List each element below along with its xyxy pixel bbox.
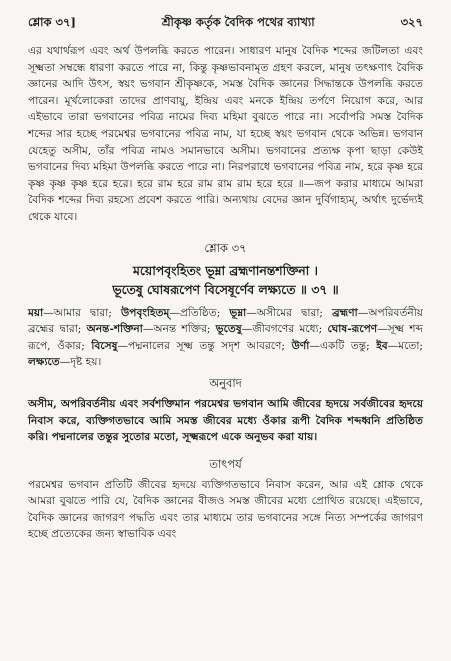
intro-paragraph: এর যথার্থরূপ এবং অর্থ উপলব্ধি করতে পারেন। সাধারণ মানুষ বৈদিক শব্দের জটিলতা এবং সূক্ষ্মতা সম্বন্ধে ধারণা করতে পারে না, কিন্তু কৃষ্ণভাবনামৃত গ্রহণ করলে, মানুষ তৎক্ষণাৎ বৈদিক জ্ঞানের আদি উৎস, স্বয়ং ভগবান শ্রীকৃষ্ণকে, সমস্ত বৈদিক জ্ঞানের সিদ্ধান্তকে উপলব্ধি করতে পারেন। মূর্খলোকেরা তাদের প্রাণবায়ু, ইন্দ্রিয় এবং মনকে ইন্দ্রিয় তর্পণে নিয়োগ করে, আর এইভাবে তারা ভগবানের পবিত্র নামের দিব্য মহিমা বুঝতে পারে না। সর্বোপরি সমস্ত বৈদিক শব্দের সার হচ্ছে পরমেশ্বর ভগবানের পবিত্র নাম, যা হচ্ছে স্বয়ং ভগবান থেকে অভিন্ন। ভগবান যেহেতু অসীম, তাঁর পবিত্র নামও সমানভাবে অসীম। ভগবানের প্রত্যক্ষ কৃপা ছাড়া কেউই ভগবানের দিব্য মহিমা উপলব্ধি করতে পারে না। নিরপরাধে ভগবানের পবিত্র নাম, হরে কৃষ্ণ হরে কৃষ্ণ কৃষ্ণ কৃষ্ণ হরে হরে। হরে রাম হরে রাম রাম রাম হরে হরে ॥—জপ করার মাধ্যমে আমরা বৈদিক শব্দের দিব্য রহস্যে প্রবেশ করতে পারি। অন্যথায় বেদের জ্ঞান দুর্বিগাহ্যম্, অর্থাৎ দুর্ভেদ্যই থেকে যাবে। — [28, 45, 423, 223]
synonyms-paragraph: ময়া—আমার দ্বারা; উপবৃংহিতম্—প্রতিষ্ঠিত; ভূম্না—অসীমের দ্বারা; ব্রহ্মণা—অপরিবর্তনীয় ব্রহ্মের দ্বারা; অনন্ত-শক্তিনা—অনন্ত শক্তির; ভূতেষু—জীবগণের মধ্যে; ঘোষ-রূপেণ—সূক্ষ্ম শব্দ রূপে, ওঁকার; বিসেষু—পদ্মনালের সূক্ষ্ম তন্তু সদৃশ আবরণে; উর্ণা—একটি তন্তু; ইব—মতো; লক্ষ্যতে—দৃষ্ট হয়। — [28, 306, 423, 369]
translation-text: অসীম, অপরিবর্তনীয় এবং সর্বশক্তিমান পরমেশ্বর ভগবান আমি জীবের হৃদয়ে সর্বজীবের হৃদয়ে নিবাস করে, ব্যক্তিগতভাবে আমি সমস্ত জীবের মধ্যে ওঁকার রূপী বৈদিক শব্দধ্বনি প্রতিষ্ঠিত করি। পদ্মনালের তন্তুর সুতোর মতো, সূক্ষ্মরূপে একে অনুভব করা যায়। — [28, 397, 423, 444]
book-page — [28, 14, 423, 543]
verse-line-2: ভূতেষু ঘোষরূপেণ বিসেষূর্ণেব লক্ষ্যতে ॥ ৩৭ ॥ — [112, 281, 339, 297]
synonym-meaning: একটি তন্তু; — [319, 339, 377, 352]
synonym-meaning: আমার দ্বারা; — [53, 306, 122, 319]
translation-heading: অনুবাদ — [209, 375, 242, 390]
verse-heading: শ্লোক ৩৭ — [204, 240, 247, 255]
verse-line-1: ময়োপবৃংহিতং ভূম্না ব্রহ্মণানন্তশক্তিনা । — [133, 262, 318, 278]
synonym-term: ব্রহ্মণা — [332, 306, 358, 319]
synonym-meaning: অনন্ত শক্তির; — [153, 323, 216, 336]
synonym-meaning: মতো; — [398, 339, 423, 352]
synonym-term: লক্ষ্যতে — [28, 356, 60, 369]
synonym-meaning: পদ্মনালের সূক্ষ্ম তন্তু সদৃশ আবরণে; — [128, 339, 292, 352]
synonym-term: ভূম্না — [229, 306, 247, 319]
synonym-meaning: জীবগণের মধ্যে; — [252, 323, 328, 336]
synonym-term: ভূতেষু — [215, 323, 242, 336]
synonym-term: বিসেষু — [91, 339, 118, 352]
synonym-meaning: অপরিবর্তনীয় ব্রহ্মের দ্বারা; — [28, 306, 423, 336]
purport-text: পরমেশ্বর ভগবান প্রতিটি জীবের হৃদয়ে ব্যক্তিগতভাবে নিবাস করেন, আর এই শ্লোক থেকে আমরা বুঝতে পারি যে, বৈদিক জ্ঞানের বীজও সমস্ত জীবের মধ্যে প্রোথিত রয়েছে। এইভাবে, বৈদিক জ্ঞানের জাগরণ পদ্ধতি এবং তার মাধ্যমে তার ভগবানের সঙ্গে নিত্য সম্পর্কের জাগরণ হচ্ছে প্রত্যেকের জন্য স্বাভাবিক এবং — [28, 478, 423, 541]
synonym-term: উর্ণা — [291, 339, 310, 352]
synonym-term: ঘোষ-রূপেণ — [327, 323, 378, 336]
header-verse-ref: শ্লোক ৩৭] — [28, 15, 76, 29]
synonym-meaning: দৃষ্ট হয়। — [70, 356, 102, 369]
synonym-meaning: অসীমের দ্বারা; — [256, 306, 333, 319]
synonym-meaning: সূক্ষ্ম শব্দ রূপে, ওঁকার; — [28, 323, 423, 352]
verse-text — [28, 261, 423, 299]
synonym-term: ময়া — [28, 306, 44, 319]
page-number: ৩২৭ — [400, 15, 423, 29]
synonym-term: উপবৃংহিতম্ — [121, 306, 170, 319]
synonym-meaning: প্রতিষ্ঠিত; — [179, 306, 230, 319]
header-chapter-title: শ্রীকৃষ্ণ কর্তৃক বৈদিক পথের ব্যাখ্যা — [161, 15, 315, 29]
synonym-term: ইব — [376, 339, 388, 352]
purport-heading: তাৎপর্য — [209, 456, 242, 471]
synonym-term: অনন্ত-শক্তিনা — [86, 323, 143, 336]
page-header — [28, 14, 423, 39]
